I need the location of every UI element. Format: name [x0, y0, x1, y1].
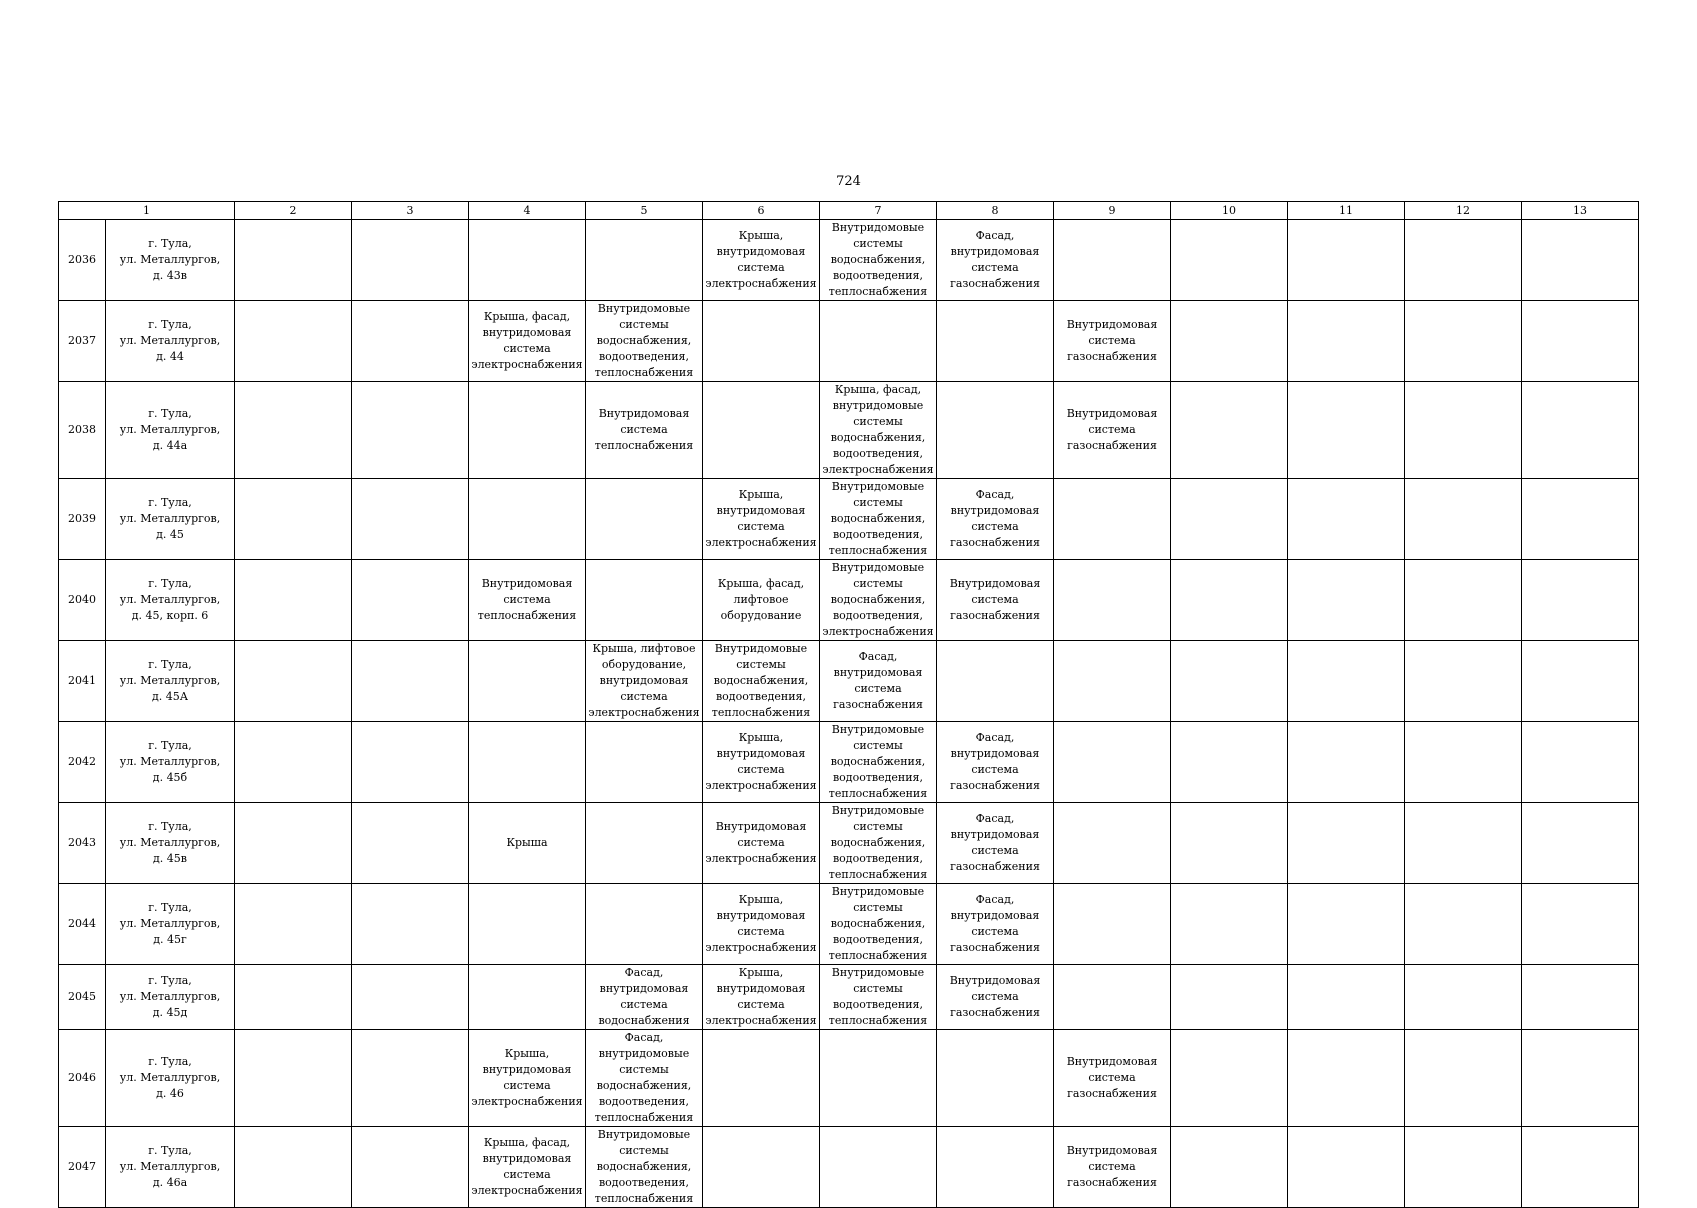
table-row: [59, 884, 1639, 965]
col-2-cell: [235, 641, 352, 722]
col-12-cell: [1405, 560, 1522, 641]
col-8-cell-text: Фасад, внутридомовая система газоснабжения: [950, 893, 1040, 954]
header-col-5: 5: [586, 202, 703, 220]
col-10-cell: [1171, 803, 1288, 884]
col-4-cell: [469, 560, 586, 641]
address-cell: [106, 1127, 235, 1208]
col-5-cell-text: Фасад, внутридомовая система водоснабжения: [598, 966, 690, 1027]
header-col-11: 11: [1288, 202, 1405, 220]
header-col-6: 6: [703, 202, 820, 220]
col-7-cell: [820, 382, 937, 479]
table-row: [59, 1127, 1639, 1208]
col-7-cell: [820, 1030, 937, 1127]
header-col-2: 2: [235, 202, 352, 220]
col-10-cell: [1171, 301, 1288, 382]
col-6-cell: [703, 479, 820, 560]
address-cell-text: г. Тула, ул. Металлургов, д. 45д: [119, 974, 221, 1019]
col-8-cell-text: Фасад, внутридомовая система газоснабжения: [950, 812, 1040, 873]
col-10-cell: [1171, 220, 1288, 301]
col-12-cell: [1405, 301, 1522, 382]
row-number-cell: [59, 1030, 106, 1127]
col-8-cell: [937, 722, 1054, 803]
address-cell-text: г. Тула, ул. Металлургов, д. 44: [119, 318, 221, 363]
row-number-cell: [59, 965, 106, 1030]
col-6-cell: [703, 803, 820, 884]
address-cell: [106, 803, 235, 884]
col-8-cell-text: Внутридомовая система газоснабжения: [949, 577, 1041, 622]
col-5-cell: [586, 803, 703, 884]
col-12-cell: [1405, 220, 1522, 301]
address-cell-text: г. Тула, ул. Металлургов, д. 45б: [119, 739, 221, 784]
header-col-9: 9: [1054, 202, 1171, 220]
col-13-cell: [1522, 479, 1639, 560]
col-9-cell: [1054, 722, 1171, 803]
row-number-cell-text: 2038: [68, 423, 96, 436]
col-2-cell: [235, 1030, 352, 1127]
header-col-10: 10: [1171, 202, 1288, 220]
col-2-cell: [235, 803, 352, 884]
col-13-cell: [1522, 722, 1639, 803]
col-4-cell: [469, 382, 586, 479]
table-row: [59, 560, 1639, 641]
col-13-cell: [1522, 382, 1639, 479]
col-4-cell: [469, 965, 586, 1030]
col-8-cell: [937, 1030, 1054, 1127]
row-number-cell: [59, 479, 106, 560]
col-8-cell: [937, 803, 1054, 884]
col-8-cell: [937, 382, 1054, 479]
col-4-cell: [469, 301, 586, 382]
col-5-cell: [586, 722, 703, 803]
col-10-cell: [1171, 1127, 1288, 1208]
address-cell: [106, 1030, 235, 1127]
col-8-cell-text: Фасад, внутридомовая система газоснабжения: [950, 229, 1040, 290]
col-5-cell: [586, 1127, 703, 1208]
col-5-cell-text: Крыша, лифтовое оборудование, внутридомовая система электроснабжения: [588, 642, 700, 719]
address-cell: [106, 382, 235, 479]
address-cell: [106, 220, 235, 301]
col-11-cell: [1288, 560, 1405, 641]
col-7-cell: [820, 641, 937, 722]
col-9-cell: [1054, 301, 1171, 382]
col-10-cell: [1171, 965, 1288, 1030]
col-11-cell: [1288, 220, 1405, 301]
col-6-cell: [703, 965, 820, 1030]
col-9-cell: [1054, 641, 1171, 722]
col-8-cell-text: Фасад, внутридомовая система газоснабжения: [950, 731, 1040, 792]
col-8-cell: [937, 641, 1054, 722]
address-cell-text: г. Тула, ул. Металлургов, д. 43в: [119, 237, 221, 282]
col-2-cell: [235, 301, 352, 382]
col-4-cell-text: Внутридомовая система теплоснабжения: [477, 577, 577, 622]
col-13-cell: [1522, 641, 1639, 722]
address-cell-text: г. Тула, ул. Металлургов, д. 45г: [119, 901, 221, 946]
col-10-cell: [1171, 884, 1288, 965]
col-4-cell-text: Крыша, фасад, внутридомовая система электроснабжения: [471, 1136, 583, 1197]
col-7-cell: [820, 722, 937, 803]
header-row: [59, 202, 1639, 220]
col-6-cell-text: Крыша, фасад, лифтовое оборудование: [717, 577, 805, 622]
col-6-cell: [703, 301, 820, 382]
col-9-cell: [1054, 965, 1171, 1030]
address-cell-text: г. Тула, ул. Металлургов, д. 46а: [119, 1144, 221, 1189]
col-2-cell: [235, 382, 352, 479]
col-13-cell: [1522, 803, 1639, 884]
table-row: [59, 803, 1639, 884]
row-number-cell-text: 2046: [68, 1071, 96, 1084]
row-number-cell-text: 2040: [68, 593, 96, 606]
col-8-cell: [937, 1127, 1054, 1208]
row-number-cell: [59, 722, 106, 803]
row-number-cell: [59, 803, 106, 884]
table-row: [59, 641, 1639, 722]
row-number-cell: [59, 382, 106, 479]
col-3-cell: [352, 382, 469, 479]
col-7-cell: [820, 965, 937, 1030]
col-3-cell: [352, 803, 469, 884]
col-3-cell: [352, 560, 469, 641]
col-13-cell: [1522, 1030, 1639, 1127]
col-8-cell: [937, 884, 1054, 965]
col-6-cell: [703, 220, 820, 301]
header-col-4: 4: [469, 202, 586, 220]
col-6-cell-text: Крыша, внутридомовая система электроснабжения: [705, 229, 817, 290]
col-4-cell: [469, 220, 586, 301]
col-5-cell: [586, 560, 703, 641]
col-2-cell: [235, 220, 352, 301]
col-6-cell-text: Крыша, внутридомовая система электроснабжения: [705, 893, 817, 954]
col-12-cell: [1405, 1030, 1522, 1127]
col-7-cell: [820, 884, 937, 965]
col-12-cell: [1405, 803, 1522, 884]
col-4-cell: [469, 803, 586, 884]
col-7-cell: [820, 1127, 937, 1208]
col-13-cell: [1522, 884, 1639, 965]
header-col-8: 8: [937, 202, 1054, 220]
col-10-cell: [1171, 641, 1288, 722]
col-9-cell: [1054, 560, 1171, 641]
address-cell: [106, 884, 235, 965]
col-3-cell: [352, 641, 469, 722]
col-11-cell: [1288, 479, 1405, 560]
col-9-cell-text: Внутридомовая система газоснабжения: [1066, 1144, 1158, 1189]
col-11-cell: [1288, 884, 1405, 965]
col-2-cell: [235, 884, 352, 965]
col-7-cell-text: Внутридомовые системы водоснабжения, водоотведения, теплоснабжения: [828, 804, 928, 881]
row-number-cell-text: 2043: [68, 836, 96, 849]
address-cell-text: г. Тула, ул. Металлургов, д. 46: [119, 1055, 221, 1100]
col-10-cell: [1171, 722, 1288, 803]
col-6-cell: [703, 382, 820, 479]
row-number-cell: [59, 301, 106, 382]
col-4-cell-text: Крыша, внутридомовая система электроснабжения: [471, 1047, 583, 1108]
col-3-cell: [352, 1127, 469, 1208]
col-6-cell: [703, 722, 820, 803]
col-11-cell: [1288, 803, 1405, 884]
row-number-cell: [59, 560, 106, 641]
table-header: [59, 202, 1639, 220]
col-8-cell: [937, 560, 1054, 641]
header-col-3: 3: [352, 202, 469, 220]
col-5-cell: [586, 479, 703, 560]
table-row: [59, 301, 1639, 382]
col-5-cell-text: Фасад, внутридомовые системы водоснабжения, водоотведения, теплоснабжения: [594, 1031, 694, 1124]
col-7-cell-text: Внутридомовые системы водоснабжения, водоотведения, теплоснабжения: [828, 723, 928, 800]
col-13-cell: [1522, 220, 1639, 301]
col-13-cell: [1522, 560, 1639, 641]
col-5-cell: [586, 641, 703, 722]
address-cell: [106, 301, 235, 382]
col-11-cell: [1288, 1030, 1405, 1127]
col-3-cell: [352, 301, 469, 382]
col-10-cell: [1171, 560, 1288, 641]
address-cell-text: г. Тула, ул. Металлургов, д. 45в: [119, 820, 221, 865]
col-4-cell-text: Крыша: [506, 836, 548, 849]
col-6-cell-text: Крыша, внутридомовая система электроснабжения: [705, 488, 817, 549]
col-2-cell: [235, 965, 352, 1030]
col-2-cell: [235, 1127, 352, 1208]
col-5-cell: [586, 965, 703, 1030]
col-10-cell: [1171, 1030, 1288, 1127]
row-number-cell-text: 2045: [68, 990, 96, 1003]
col-13-cell: [1522, 301, 1639, 382]
header-col-13: 13: [1522, 202, 1639, 220]
table-row: [59, 382, 1639, 479]
col-11-cell: [1288, 382, 1405, 479]
col-9-cell-text: Внутридомовая система газоснабжения: [1066, 318, 1158, 363]
col-7-cell-text: Внутридомовые системы водоотведения, теплоснабжения: [828, 966, 928, 1027]
col-9-cell: [1054, 479, 1171, 560]
col-4-cell: [469, 884, 586, 965]
col-13-cell: [1522, 965, 1639, 1030]
col-12-cell: [1405, 1127, 1522, 1208]
table-row: [59, 722, 1639, 803]
row-number-cell: [59, 884, 106, 965]
table-row: [59, 965, 1639, 1030]
col-6-cell: [703, 560, 820, 641]
row-number-cell: [59, 641, 106, 722]
col-7-cell-text: Фасад, внутридомовая система газоснабжения: [833, 650, 923, 711]
col-4-cell: [469, 641, 586, 722]
col-8-cell: [937, 965, 1054, 1030]
col-11-cell: [1288, 722, 1405, 803]
col-3-cell: [352, 884, 469, 965]
col-11-cell: [1288, 301, 1405, 382]
col-9-cell-text: Внутридомовая система газоснабжения: [1066, 1055, 1158, 1100]
col-5-cell-text: Внутридомовые системы водоснабжения, водоотведения, теплоснабжения: [594, 302, 694, 379]
table-row: [59, 1030, 1639, 1127]
col-4-cell: [469, 479, 586, 560]
header-col-7: 7: [820, 202, 937, 220]
col-5-cell: [586, 1030, 703, 1127]
col-5-cell: [586, 382, 703, 479]
row-number-cell: [59, 220, 106, 301]
col-8-cell: [937, 220, 1054, 301]
address-cell-text: г. Тула, ул. Металлургов, д. 45: [119, 496, 221, 541]
page-number: 724: [836, 174, 861, 189]
col-5-cell-text: Внутридомовые системы водоснабжения, водоотведения, теплоснабжения: [594, 1128, 694, 1205]
row-number-cell-text: 2047: [68, 1160, 96, 1173]
address-cell-text: г. Тула, ул. Металлургов, д. 45А: [119, 658, 221, 703]
col-8-cell-text: Фасад, внутридомовая система газоснабжения: [950, 488, 1040, 549]
col-6-cell-text: Внутридомовые системы водоснабжения, водоотведения, теплоснабжения: [711, 642, 811, 719]
col-6-cell-text: Крыша, внутридомовая система электроснабжения: [705, 966, 817, 1027]
col-4-cell: [469, 1127, 586, 1208]
col-6-cell-text: Крыша, внутридомовая система электроснабжения: [705, 731, 817, 792]
col-12-cell: [1405, 722, 1522, 803]
col-9-cell: [1054, 382, 1171, 479]
col-7-cell: [820, 560, 937, 641]
table-body: [59, 220, 1639, 1208]
col-8-cell: [937, 479, 1054, 560]
col-9-cell-text: Внутридомовая система газоснабжения: [1066, 407, 1158, 452]
table-row: [59, 479, 1639, 560]
col-7-cell-text: Внутридомовые системы водоснабжения, водоотведения, теплоснабжения: [828, 480, 928, 557]
col-9-cell: [1054, 220, 1171, 301]
row-number-cell-text: 2042: [68, 755, 96, 768]
col-4-cell: [469, 1030, 586, 1127]
address-cell: [106, 560, 235, 641]
col-5-cell: [586, 884, 703, 965]
header-col-12: 12: [1405, 202, 1522, 220]
repair-schedule-table: [58, 201, 1639, 1208]
col-3-cell: [352, 220, 469, 301]
col-11-cell: [1288, 1127, 1405, 1208]
col-6-cell: [703, 1030, 820, 1127]
col-12-cell: [1405, 641, 1522, 722]
col-5-cell-text: Внутридомовая система теплоснабжения: [594, 407, 694, 452]
col-12-cell: [1405, 479, 1522, 560]
col-7-cell-text: Внутридомовые системы водоснабжения, водоотведения, электроснабжения: [822, 561, 934, 638]
col-12-cell: [1405, 965, 1522, 1030]
col-8-cell-text: Внутридомовая система газоснабжения: [949, 974, 1041, 1019]
address-cell: [106, 722, 235, 803]
col-11-cell: [1288, 965, 1405, 1030]
col-5-cell: [586, 301, 703, 382]
row-number-cell-text: 2041: [68, 674, 96, 687]
address-cell-text: г. Тула, ул. Металлургов, д. 45, корп. 6: [119, 577, 221, 622]
col-12-cell: [1405, 884, 1522, 965]
col-3-cell: [352, 1030, 469, 1127]
col-11-cell: [1288, 641, 1405, 722]
header-col-1: 1: [59, 202, 235, 220]
col-2-cell: [235, 722, 352, 803]
col-9-cell: [1054, 1030, 1171, 1127]
col-12-cell: [1405, 382, 1522, 479]
row-number-cell: [59, 1127, 106, 1208]
col-10-cell: [1171, 479, 1288, 560]
row-number-cell-text: 2036: [68, 253, 96, 266]
col-2-cell: [235, 560, 352, 641]
col-7-cell: [820, 220, 937, 301]
col-7-cell-text: Внутридомовые системы водоснабжения, водоотведения, теплоснабжения: [828, 885, 928, 962]
col-9-cell: [1054, 1127, 1171, 1208]
address-cell: [106, 965, 235, 1030]
col-10-cell: [1171, 382, 1288, 479]
col-9-cell: [1054, 803, 1171, 884]
row-number-cell-text: 2037: [68, 334, 96, 347]
col-3-cell: [352, 965, 469, 1030]
address-cell-text: г. Тула, ул. Металлургов, д. 44а: [119, 407, 221, 452]
address-cell: [106, 479, 235, 560]
row-number-cell-text: 2044: [68, 917, 96, 930]
col-7-cell: [820, 479, 937, 560]
col-7-cell: [820, 803, 937, 884]
col-8-cell: [937, 301, 1054, 382]
col-9-cell: [1054, 884, 1171, 965]
col-4-cell-text: Крыша, фасад, внутридомовая система электроснабжения: [471, 310, 583, 371]
col-7-cell-text: Внутридомовые системы водоснабжения, водоотведения, теплоснабжения: [828, 221, 928, 298]
col-6-cell: [703, 641, 820, 722]
row-number-cell-text: 2039: [68, 512, 96, 525]
col-6-cell: [703, 1127, 820, 1208]
col-4-cell: [469, 722, 586, 803]
col-3-cell: [352, 479, 469, 560]
col-2-cell: [235, 479, 352, 560]
table-row: [59, 220, 1639, 301]
col-6-cell: [703, 884, 820, 965]
address-cell: [106, 641, 235, 722]
col-13-cell: [1522, 1127, 1639, 1208]
col-7-cell: [820, 301, 937, 382]
col-6-cell-text: Внутридомовая система электроснабжения: [705, 820, 817, 865]
col-7-cell-text: Крыша, фасад, внутридомовые системы водоснабжения, водоотведения, электроснабжения: [822, 383, 934, 476]
col-5-cell: [586, 220, 703, 301]
col-3-cell: [352, 722, 469, 803]
